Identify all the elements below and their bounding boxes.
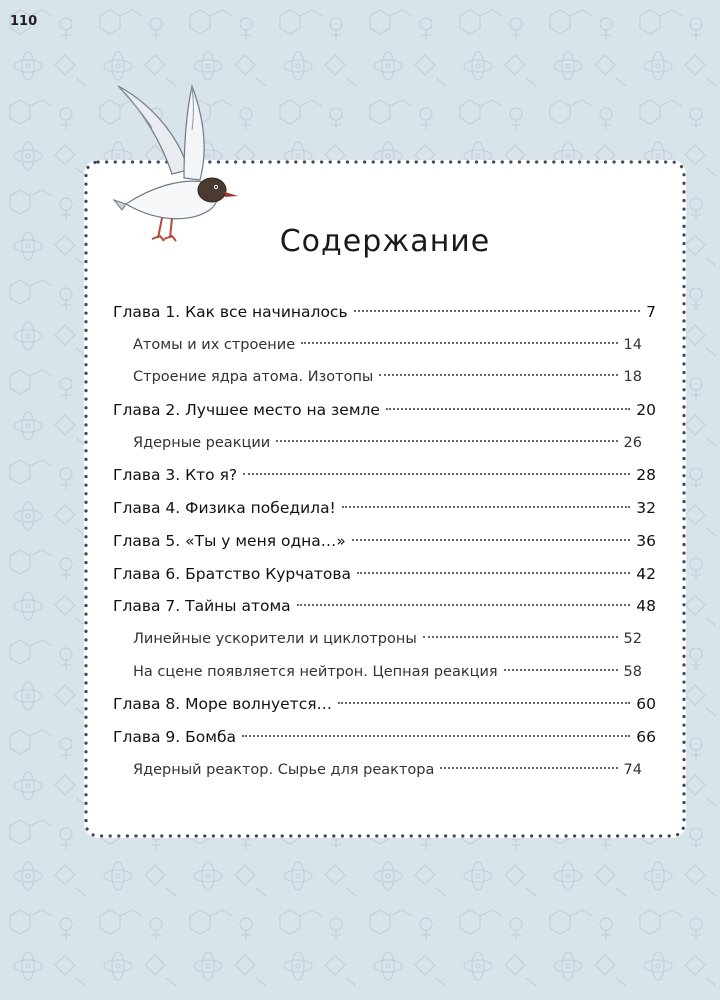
toc-entry-page: 20	[636, 401, 656, 420]
toc-entry-chapter-9	[113, 721, 656, 754]
toc-entry-chapter-3	[113, 459, 656, 492]
toc-entry-label: Строение ядра атома. Изотопы	[133, 369, 374, 386]
toc-title: Содержание	[279, 224, 491, 259]
dot-leader	[386, 408, 630, 410]
toc-entry-label: Глава 5. «Ты у меня одна…»	[113, 531, 346, 550]
toc-entry-page: 36	[636, 531, 656, 550]
toc-entry-page: 7	[646, 303, 656, 321]
toc-entry-label: На сцене появляется нейтрон. Цепная реакция	[133, 663, 498, 680]
dot-leader	[423, 636, 618, 638]
seagull-illustration	[100, 78, 250, 248]
toc-entry-label: Ядерный реактор. Сырье для реактора	[133, 761, 435, 778]
toc-entry-chapter-4	[113, 492, 656, 525]
dot-leader	[379, 374, 617, 376]
dot-leader	[276, 440, 617, 442]
toc-entry-page: 32	[636, 499, 656, 518]
dot-leader	[342, 506, 630, 508]
toc-entry-section-accelerators	[113, 623, 656, 656]
toc-entry-page: 26	[623, 434, 642, 451]
dot-leader	[338, 702, 630, 704]
toc-entry-section-nucleus	[113, 361, 656, 394]
toc-entry-label: Ядерные реакции	[133, 434, 271, 451]
toc-entry-chapter-7	[113, 590, 656, 623]
toc-entry-label: Линейные ускорители и циклотроны	[133, 630, 417, 647]
toc-entry-section-neutron	[113, 656, 656, 689]
toc-entry-label: Глава 8. Море волнуется…	[113, 695, 333, 714]
toc-entry-section-reactor	[113, 754, 656, 787]
toc-entry-page: 58	[623, 663, 642, 680]
page-number: 110	[10, 14, 38, 29]
toc-entry-label: Глава 4. Физика победила!	[113, 499, 336, 518]
dot-leader	[504, 669, 618, 671]
dot-leader	[301, 342, 617, 344]
dot-leader	[440, 767, 617, 769]
toc-entry-page: 18	[623, 369, 642, 386]
toc-entry-label: Глава 2. Лучшее место на земле	[113, 401, 380, 420]
toc-entry-page: 74	[623, 761, 642, 778]
toc-entry-page: 66	[636, 727, 656, 746]
dot-leader	[243, 473, 630, 475]
toc-entry-page: 28	[636, 466, 656, 485]
toc-entry-chapter-1	[113, 296, 656, 329]
dot-leader	[297, 604, 631, 606]
toc-entry-label: Глава 3. Кто я?	[113, 466, 238, 485]
toc-entry-page: 60	[636, 695, 656, 714]
toc-entry-section-reactions	[113, 427, 656, 460]
toc-entry-chapter-5	[113, 525, 656, 558]
toc-entry-label: Глава 1. Как все начиналось	[113, 303, 348, 321]
dot-leader	[354, 310, 641, 312]
toc-entry-page: 42	[636, 564, 656, 583]
dot-leader	[242, 735, 630, 737]
dot-leader	[357, 572, 630, 574]
toc-entry-page: 52	[623, 630, 642, 647]
toc-entry-label: Глава 6. Братство Курчатова	[113, 564, 352, 583]
toc-entry-label: Глава 7. Тайны атома	[113, 597, 291, 616]
toc-entry-chapter-8	[113, 688, 656, 721]
toc-entry-chapter-2	[113, 394, 656, 427]
toc-entry-label: Атомы и их строение	[133, 336, 296, 353]
toc-entry-page: 14	[623, 336, 642, 353]
toc-entry-label: Глава 9. Бомба	[113, 727, 237, 746]
toc-entry-page: 48	[636, 597, 656, 616]
dot-leader	[352, 539, 630, 541]
toc-list	[113, 296, 656, 786]
toc-entry-chapter-6	[113, 558, 656, 591]
toc-entry-section-atoms	[113, 329, 656, 362]
